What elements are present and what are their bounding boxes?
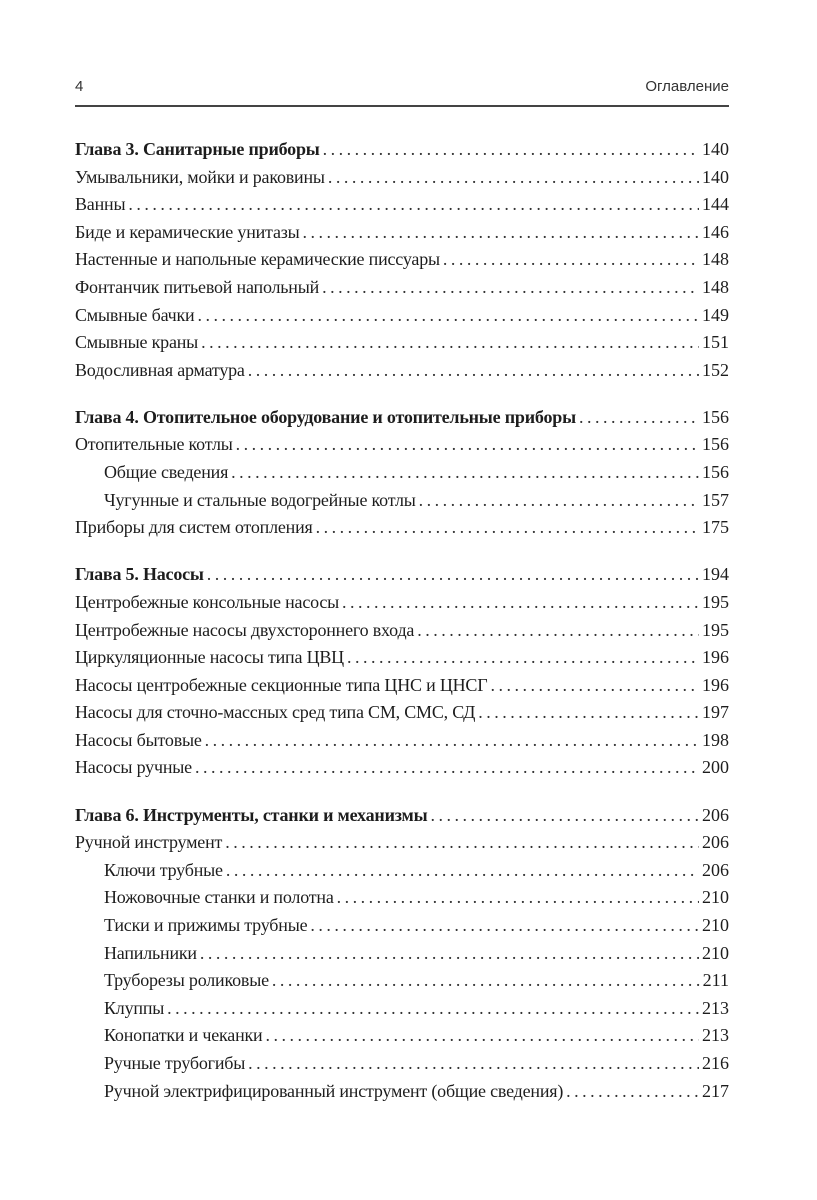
entry-page-number: 196 [702,674,729,695]
entry-title: Насосы бытовые [75,729,202,750]
dot-leader [347,644,699,672]
toc-entry[interactable] [75,246,729,274]
dot-leader [200,940,699,968]
toc-chapter-group [75,802,729,1106]
entry-title: Насосы для сточно-массных сред типа СМ, СМС, СД [75,702,476,723]
toc-entry[interactable] [75,357,729,385]
dot-leader [342,589,699,617]
entry-title: Водосливная арматура [75,359,245,380]
entry-title: Глава 3. Санитарные приборы [75,139,320,159]
entry-page-number: 197 [702,702,729,723]
toc-entry[interactable] [75,1050,729,1078]
dot-leader [195,754,699,782]
table-of-contents [75,136,729,1125]
entry-title: Умывальники, мойки и раковины [75,166,325,187]
entry-page-number: 149 [702,304,729,325]
entry-page-number: 206 [702,859,729,880]
toc-entry[interactable] [75,487,729,515]
entry-page-number: 213 [702,1025,729,1046]
entry-page-number: 195 [702,619,729,640]
toc-entry[interactable] [75,219,729,247]
entry-title: Ключи трубные [104,859,223,880]
entry-title: Клуппы [104,997,165,1018]
entry-page-number: 148 [702,276,729,297]
entry-title: Смывные краны [75,332,199,353]
toc-entry[interactable] [75,857,729,885]
entry-page-number: 195 [702,591,729,612]
toc-entry[interactable] [75,617,729,645]
entry-title: Отопительные котлы [75,434,233,455]
dot-leader [226,857,699,885]
entry-title: Биде и керамические унитазы [75,221,300,242]
entry-title: Труборезы роликовые [104,970,269,991]
toc-entry[interactable] [75,431,729,459]
entry-title: Центробежные насосы двухстороннего входа [75,619,415,640]
toc-chapter-entry[interactable] [75,136,729,164]
entry-title: Центробежные консольные насосы [75,591,340,612]
toc-chapter-entry[interactable] [75,404,729,432]
entry-title: Напильники [104,942,197,963]
entry-title: Настенные и напольные керамические писсуары [75,249,440,270]
entry-page-number: 216 [702,1052,729,1073]
dot-leader [225,829,699,857]
dot-leader [201,329,699,357]
dot-leader [266,1022,700,1050]
entry-page-number: 206 [702,804,729,825]
entry-title: Насосы центробежные секционные типа ЦНС и ЦНСГ [75,674,488,695]
dot-leader [207,561,699,589]
entry-title: Ножовочные станки и полотна [104,887,334,908]
dot-leader [236,431,699,459]
entry-page-number: 211 [702,970,729,991]
dot-leader [430,802,699,830]
dot-leader [417,617,699,645]
running-header [75,76,729,106]
dot-leader [205,727,699,755]
dot-leader [323,136,699,164]
entry-page-number: 146 [702,221,729,242]
entry-page-number: 194 [702,564,729,585]
dot-leader [248,357,699,385]
entry-page-number: 151 [702,332,729,353]
entry-page-number: 148 [702,249,729,270]
entry-title: Тиски и прижимы трубные [104,914,308,935]
dot-leader [478,699,699,727]
dot-leader [231,459,699,487]
toc-entry[interactable] [75,940,729,968]
entry-page-number: 196 [702,647,729,668]
entry-title: Ручной инструмент [75,832,223,853]
dot-leader [443,246,699,274]
dot-leader [248,1050,699,1078]
entry-page-number: 140 [702,166,729,187]
toc-entry[interactable] [75,164,729,192]
dot-leader [490,672,699,700]
entry-page-number: 200 [702,757,729,778]
entry-title: Циркуляционные насосы типа ЦВЦ [75,647,344,668]
entry-page-number: 175 [702,517,729,538]
toc-entry[interactable] [75,727,729,755]
entry-page-number: 206 [702,832,729,853]
entry-page-number: 156 [702,406,729,427]
toc-entry[interactable] [75,699,729,727]
toc-entry[interactable] [75,967,729,995]
toc-chapter-entry[interactable] [75,561,729,589]
toc-entry[interactable] [75,995,729,1023]
dot-leader [272,967,700,995]
entry-page-number: 217 [702,1080,729,1101]
entry-title: Приборы для систем отопления [75,517,313,538]
toc-entry[interactable] [75,329,729,357]
toc-entry[interactable] [75,884,729,912]
dot-leader [328,164,699,192]
entry-title: Глава 5. Насосы [75,564,204,585]
entry-title: Общие сведения [104,462,229,483]
dot-leader [310,912,699,940]
entry-title: Глава 6. Инструменты, станки и механизмы [75,804,428,825]
dot-leader [322,274,699,302]
entry-page-number: 156 [702,434,729,455]
toc-entry[interactable] [75,514,729,542]
entry-page-number: 144 [702,194,729,215]
dot-leader [316,514,699,542]
dot-leader [303,219,699,247]
entry-page-number: 210 [702,887,729,908]
entry-page-number: 156 [702,462,729,483]
header-rule [75,105,729,107]
entry-title: Ручной электрифицированный инструмент (общие сведения) [104,1080,564,1101]
dot-leader [128,191,699,219]
entry-page-number: 198 [702,729,729,750]
dot-leader [566,1078,699,1106]
entry-title: Чугунные и стальные водогрейные котлы [104,489,416,510]
running-title: Оглавление [645,78,729,95]
entry-page-number: 210 [702,914,729,935]
toc-chapter-group [75,404,729,542]
page-number: 4 [75,78,84,95]
toc-entry[interactable] [75,459,729,487]
entry-page-number: 213 [702,997,729,1018]
toc-entry[interactable] [75,191,729,219]
entry-page-number: 152 [702,359,729,380]
toc-chapter-group [75,561,729,782]
dot-leader [197,302,699,330]
toc-entry[interactable] [75,589,729,617]
toc-entry[interactable] [75,274,729,302]
entry-title: Ванны [75,194,126,215]
dot-leader [167,995,699,1023]
toc-entry[interactable] [75,912,729,940]
entry-title: Смывные бачки [75,304,195,325]
entry-title: Глава 4. Отопительное оборудование и отопительные приборы [75,406,576,427]
toc-entry[interactable] [75,672,729,700]
entry-page-number: 157 [702,489,729,510]
entry-page-number: 140 [702,139,729,159]
toc-chapter-group [75,136,729,384]
dot-leader [337,884,699,912]
toc-entry[interactable] [75,1078,729,1106]
toc-chapter-entry[interactable] [75,802,729,830]
entry-title: Конопатки и чеканки [104,1025,263,1046]
entry-title: Фонтанчик питьевой напольный [75,276,320,297]
toc-entry[interactable] [75,302,729,330]
toc-entry[interactable] [75,644,729,672]
dot-leader [579,404,699,432]
toc-entry[interactable] [75,754,729,782]
entry-page-number: 210 [702,942,729,963]
dot-leader [419,487,699,515]
toc-entry[interactable] [75,1022,729,1050]
toc-entry[interactable] [75,829,729,857]
entry-title: Ручные трубогибы [104,1052,246,1073]
entry-title: Насосы ручные [75,757,192,778]
